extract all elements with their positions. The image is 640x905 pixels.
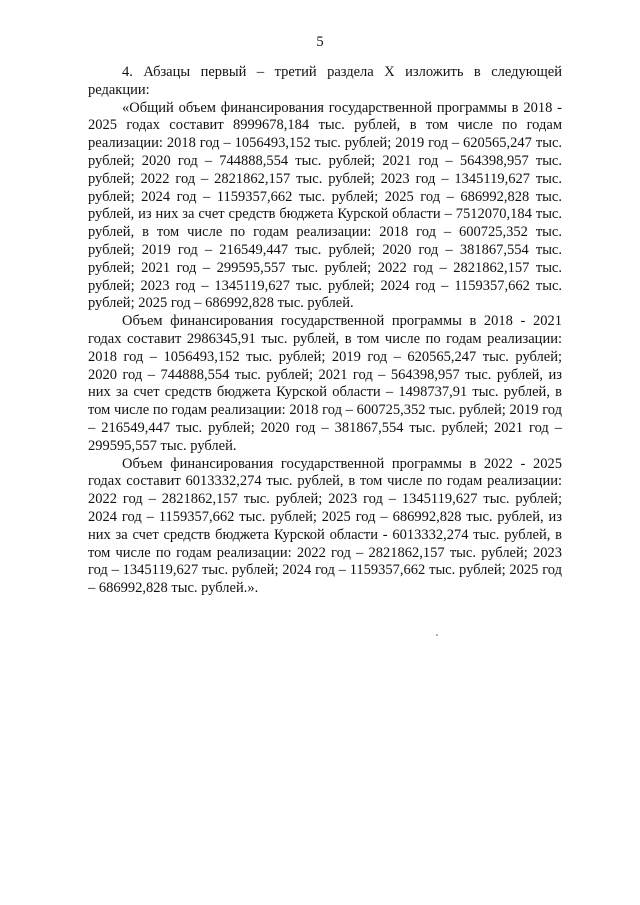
paragraph-financing-2022-2025: Объем финансирования государственной программы в 2022 - 2025 годах составит 6013332,274 тыс. рублей, в том числе по годам реализации: 2022 год – 2821862,157 тыс. рублей; 2023 год – 1345119,627 тыс. рублей; 2024 год – 1159357,662 тыс. рублей; 2025 год – 686992,828 тыс. рублей, из них за счет средств бюджета Курской области - 6013332,274 тыс. рублей, в том числе по годам реализации: 2022 год – 2821862,157 тыс. рублей; 2023 год – 1345119,627 тыс. рублей; 2024 год – 1159357,662 тыс. рублей; 2025 год – 686992,828 тыс. рублей.». (88, 455, 562, 597)
scan-speck (436, 634, 438, 636)
paragraph-intro: 4. Абзацы первый – третий раздела X изложить в следующей редакции: (88, 64, 562, 98)
page-number: 5 (316, 34, 324, 50)
paragraph-financing-2018-2021: Объем финансирования государственной программы в 2018 - 2021 годах составит 2986345,91 тыс. рублей, в том числе по годам реализации: 2018 год – 1056493,152 тыс. рублей; 2019 год – 620565,247 тыс. рублей; 2020 год – 744888,554 тыс. рублей; 2021 год – 564398,957 тыс. рублей, из них за счет средств бюджета Курской области – 1498737,91 тыс. рублей, в том числе по годам реализации: 2018 год – 600725,352 тыс. рублей; 2019 год – 216549,447 тыс. рублей; 2020 год – 381867,554 тыс. рублей; 2021 год – 299595,557 тыс. рублей. (88, 313, 562, 454)
document-body (88, 64, 562, 598)
paragraph-total-financing: «Общий объем финансирования государственной программы в 2018 - 2025 годах составит 8999678,184 тыс. рублей, в том числе по годам реализации: 2018 год – 1056493,152 тыс. рублей; 2019 год – 620565,247 тыс. рублей; 2020 год – 744888,554 тыс. рублей; 2021 год – 564398,957 тыс. рублей; 2022 год – 2821862,157 тыс. рублей; 2023 год – 1345119,627 тыс. рублей; 2024 год – 1159357,662 тыс. рублей; 2025 год – 686992,828 тыс. рублей, из них за счет средств бюджета Курской области – 7512070,184 тыс. рублей, в том числе по годам реализации: 2018 год – 600725,352 тыс. рублей; 2019 год – 216549,447 тыс. рублей; 2020 год – 381867,554 тыс. рублей; 2021 год – 299595,557 тыс. рублей; 2022 год – 2821862,157 тыс. рублей; 2023 год – 1345119,627 тыс. рублей; 2024 год – 1159357,662 тыс. рублей; 2025 год – 686992,828 тыс. рублей. (88, 99, 562, 312)
